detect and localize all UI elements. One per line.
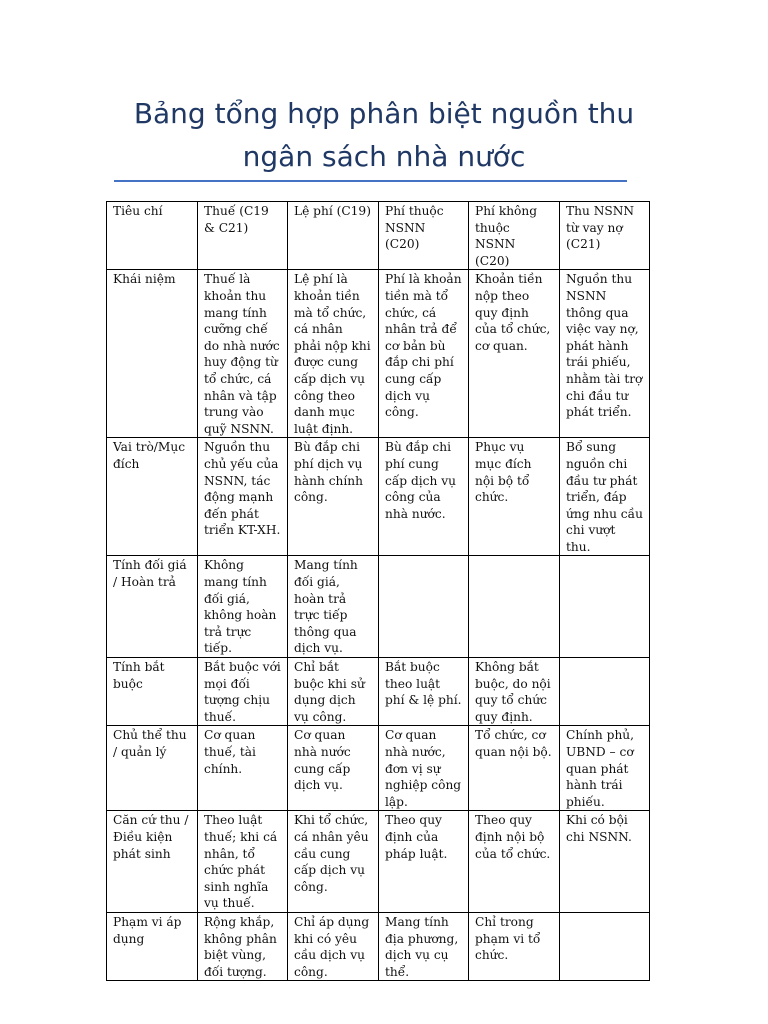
table-cell: Tính bắt buộc xyxy=(107,658,198,726)
table-cell: Khi tổ chức, cá nhân yêu cầu cung cấp dịch vụ công. xyxy=(288,811,379,913)
table-row xyxy=(107,438,650,556)
table-cell: Khái niệm xyxy=(107,270,198,438)
table-cell: Theo quy định của pháp luật. xyxy=(379,811,469,913)
table-cell: Chỉ bắt buộc khi sử dụng dịch vụ công. xyxy=(288,658,379,726)
table-cell: Lệ phí là khoản tiền mà tổ chức, cá nhân phải nộp khi được cung cấp dịch vụ công theo danh mục luật định. xyxy=(288,270,379,438)
table-cell: Bù đắp chi phí dịch vụ hành chính công. xyxy=(288,438,379,556)
table-cell: Theo luật thuế; khi cá nhân, tổ chức phát sinh nghĩa vụ thuế. xyxy=(198,811,288,913)
header-cell-borrowing: Thu NSNN từ vay nợ (C21) xyxy=(560,202,650,270)
header-cell-fee: Lệ phí (C19) xyxy=(288,202,379,270)
title-line-1: Bảng tổng hợp phân biệt nguồn thu xyxy=(133,97,635,130)
table-cell: Thuế là khoản thu mang tính cưỡng chế do nhà nước huy động từ tổ chức, cá nhân và tập trung vào quỹ NSNN. xyxy=(198,270,288,438)
comparison-table xyxy=(106,201,650,981)
table-cell: Theo quy định nội bộ của tổ chức. xyxy=(469,811,560,913)
document-title xyxy=(100,92,668,178)
table-cell: Chỉ trong phạm vi tổ chức. xyxy=(469,912,560,980)
table-cell xyxy=(560,912,650,980)
table-cell: Tổ chức, cơ quan nội bộ. xyxy=(469,726,560,811)
table-cell: Nguồn thu NSNN thông qua việc vay nợ, phát hành trái phiếu, nhằm tài trợ chi đầu tư phát triển. xyxy=(560,270,650,438)
table-cell: Bắt buộc theo luật phí & lệ phí. xyxy=(379,658,469,726)
table-cell xyxy=(560,658,650,726)
table-row xyxy=(107,658,650,726)
table-cell: Phạm vi áp dụng xyxy=(107,912,198,980)
header-cell-tax: Thuế (C19 & C21) xyxy=(198,202,288,270)
table-cell: Tính đối giá / Hoàn trả xyxy=(107,556,198,658)
table-cell xyxy=(469,556,560,658)
table-cell: Bổ sung nguồn chi đầu tư phát triển, đáp ứng nhu cầu chi vượt thu. xyxy=(560,438,650,556)
table-row xyxy=(107,270,650,438)
table-cell: Nguồn thu chủ yếu của NSNN, tác động mạnh đến phát triển KT-XH. xyxy=(198,438,288,556)
table-cell: Chính phủ, UBND – cơ quan phát hành trái phiếu. xyxy=(560,726,650,811)
table-cell: Khoản tiền nộp theo quy định của tổ chức, cơ quan. xyxy=(469,270,560,438)
header-cell-charge-nonstate: Phí không thuộc NSNN (C20) xyxy=(469,202,560,270)
table-cell: Căn cứ thu / Điều kiện phát sinh xyxy=(107,811,198,913)
table-row xyxy=(107,811,650,913)
table-cell: Vai trò/Mục đích xyxy=(107,438,198,556)
title-line-2: ngân sách nhà nước xyxy=(242,140,526,173)
table-cell: Rộng khắp, không phân biệt vùng, đối tượng. xyxy=(198,912,288,980)
table-cell: Bắt buộc với mọi đối tượng chịu thuế. xyxy=(198,658,288,726)
table-cell: Cơ quan nhà nước, đơn vị sự nghiệp công lập. xyxy=(379,726,469,811)
table-row xyxy=(107,556,650,658)
table-cell: Bù đắp chi phí cung cấp dịch vụ công của nhà nước. xyxy=(379,438,469,556)
table-cell: Khi có bội chi NSNN. xyxy=(560,811,650,913)
table-cell xyxy=(379,556,469,658)
table-cell: Chỉ áp dụng khi có yêu cầu dịch vụ công. xyxy=(288,912,379,980)
header-cell-charge-state: Phí thuộc NSNN (C20) xyxy=(379,202,469,270)
table-row xyxy=(107,912,650,980)
title-underline xyxy=(114,180,627,182)
table-cell: Cơ quan nhà nước cung cấp dịch vụ. xyxy=(288,726,379,811)
table-cell: Phục vụ mục đích nội bộ tổ chức. xyxy=(469,438,560,556)
table-row xyxy=(107,726,650,811)
table-cell: Cơ quan thuế, tài chính. xyxy=(198,726,288,811)
table-cell: Mang tính địa phương, dịch vụ cụ thể. xyxy=(379,912,469,980)
table-cell: Không bắt buộc, do nội quy tổ chức quy định. xyxy=(469,658,560,726)
table-header-row xyxy=(107,202,650,270)
table-cell: Chủ thể thu / quản lý xyxy=(107,726,198,811)
table-cell: Không mang tính đối giá, không hoàn trả trực tiếp. xyxy=(198,556,288,658)
table-cell: Phí là khoản tiền mà tổ chức, cá nhân trả để cơ bản bù đắp chi phí cung cấp dịch vụ công. xyxy=(379,270,469,438)
table-cell xyxy=(560,556,650,658)
table-cell: Mang tính đối giá, hoàn trả trực tiếp thông qua dịch vụ. xyxy=(288,556,379,658)
header-cell-criteria: Tiêu chí xyxy=(107,202,198,270)
